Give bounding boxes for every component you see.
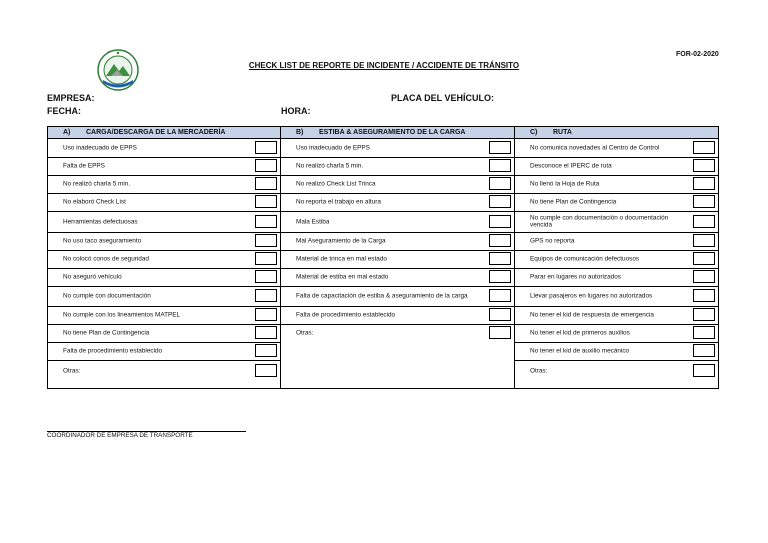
- checklist-item-label: Falta de EPPS: [63, 162, 105, 170]
- checklist-item-label: Desconoce el IPERC de ruta: [530, 162, 612, 170]
- column-heading: CARGA/DESCARGA DE LA MERCADERÍA: [86, 129, 226, 136]
- checkbox[interactable]: [255, 326, 277, 339]
- checkbox[interactable]: [255, 364, 277, 377]
- signature-label: COORDINADOR DE EMPRESA DE TRANSPORTE: [47, 432, 193, 439]
- checkbox[interactable]: [489, 159, 511, 172]
- checkbox[interactable]: [255, 252, 277, 265]
- checklist-item-label: Falta de capacitación de estiba & aseguramiento de la carga: [296, 292, 468, 300]
- checklist-row: [515, 139, 718, 158]
- checklist-row: [281, 324, 514, 342]
- column-letter: A): [63, 129, 71, 136]
- checkbox[interactable]: [489, 141, 511, 154]
- checklist-row: [281, 286, 514, 307]
- checklist-row: [48, 250, 280, 269]
- checklist-row: [515, 324, 718, 343]
- checklist-item-label: No comunica novedades al Centro de Control: [530, 144, 660, 152]
- checkbox[interactable]: [489, 195, 511, 208]
- checklist-item-label: No cumple con documentación: [63, 292, 151, 300]
- checklist-item-label: No cumple con documentación o documentación vencida: [530, 214, 669, 229]
- empresa-label: EMPRESA:: [47, 93, 95, 103]
- hora-label: HORA:: [281, 106, 311, 116]
- checkbox[interactable]: [693, 364, 715, 377]
- checkbox[interactable]: [255, 177, 277, 190]
- checklist-row: [281, 175, 514, 194]
- checkbox[interactable]: [693, 289, 715, 302]
- checkbox[interactable]: [693, 159, 715, 172]
- checklist-item-label: Uso inadecuado de EPPS: [296, 144, 370, 152]
- checklist-row: [515, 175, 718, 194]
- checklist-item-label: Parar en lugares no autorizados: [530, 273, 621, 281]
- checklist-item-label: Otras:: [530, 366, 548, 374]
- checkbox[interactable]: [693, 308, 715, 321]
- checklist-item-label: No aseguró vehículo: [63, 273, 122, 281]
- checklist-item-label: No tener el kid de respuesta de emergencia: [530, 311, 654, 319]
- checklist-row: [48, 157, 280, 176]
- checkbox[interactable]: [255, 159, 277, 172]
- checklist-row: [48, 193, 280, 212]
- checklist-item-label: Llevar pasajeros en lugares no autorizados: [530, 292, 653, 300]
- checklist-row: [48, 360, 280, 381]
- checklist-row: [281, 250, 514, 269]
- column-heading: RUTA: [553, 129, 572, 136]
- checklist-row: [515, 342, 718, 361]
- column-header: [515, 127, 718, 139]
- checklist-row: [48, 139, 280, 158]
- checklist-item-label: Equipos de comunicación defectuosos: [530, 255, 640, 263]
- checkbox[interactable]: [255, 308, 277, 321]
- checkbox[interactable]: [693, 141, 715, 154]
- checklist-item-label: Otras:: [63, 366, 81, 374]
- checkbox[interactable]: [255, 215, 277, 228]
- checklist-item-label: No tener el kid de auxilio mecánico: [530, 347, 630, 355]
- checklist-item-label: GPS no reporta: [530, 237, 575, 245]
- checkbox[interactable]: [489, 215, 511, 228]
- checklist-item-label: No realizó charla 5 min.: [63, 180, 131, 188]
- fecha-label: FECHA:: [47, 106, 81, 116]
- checklist-item-label: No tener el kid de primeros auxilios: [530, 329, 630, 337]
- checklist-row: [281, 232, 514, 251]
- checklist-item-label: No llenó la Hoja de Ruta: [530, 180, 600, 188]
- checklist-item-label: No tiene Plan de Contingencia: [530, 198, 617, 206]
- checklist-row: [48, 175, 280, 194]
- checkbox[interactable]: [255, 289, 277, 302]
- checkbox[interactable]: [489, 289, 511, 302]
- checklist-row: [515, 360, 718, 381]
- checklist-row: [515, 232, 718, 251]
- checklist-item-label: Falta de procedimiento establecido: [296, 311, 396, 319]
- checkbox[interactable]: [255, 234, 277, 247]
- column-letter: C): [530, 129, 538, 136]
- checklist-row: [48, 324, 280, 343]
- column-carga: [48, 127, 281, 388]
- checkbox[interactable]: [255, 195, 277, 208]
- checklist-item-label: Material de trinca en mal estado: [296, 255, 387, 263]
- form-code: FOR-02-2020: [676, 51, 719, 58]
- checklist-row: [281, 211, 514, 233]
- checkbox[interactable]: [693, 270, 715, 283]
- checklist-row: [281, 139, 514, 158]
- checklist-item-label: No uso taco aseguramiento: [63, 237, 142, 245]
- checklist-item-label: Otras:: [296, 329, 314, 337]
- checklist-row: [48, 342, 280, 361]
- checklist-row: [281, 306, 514, 325]
- checkbox[interactable]: [489, 252, 511, 265]
- checklist-row: [515, 306, 718, 325]
- checklist-item-label: Material de estiba en mal estado: [296, 273, 389, 281]
- checkbox[interactable]: [489, 234, 511, 247]
- checklist-item-label: No realizó Check List Trinca: [296, 180, 376, 188]
- checklist-row: [515, 211, 718, 233]
- checkbox[interactable]: [693, 326, 715, 339]
- checklist-row: [48, 232, 280, 251]
- checklist-row: [281, 157, 514, 176]
- checklist-item-label: No colocó conos de seguridad: [63, 255, 149, 263]
- page-title: CHECK LIST DE REPORTE DE INCIDENTE / ACCIDENTE DE TRÁNSITO: [248, 61, 520, 70]
- checklist-row: [281, 193, 514, 212]
- checklist-row: [515, 286, 718, 307]
- checkbox[interactable]: [489, 308, 511, 321]
- checkbox[interactable]: [255, 270, 277, 283]
- checklist-item-label: No reporta el trabajo en altura: [296, 198, 381, 206]
- column-ruta: [515, 127, 718, 388]
- placa-label: PLACA DEL VEHÍCULO:: [391, 93, 495, 103]
- checklist-row: [515, 268, 718, 287]
- column-header: [48, 127, 280, 139]
- checkbox[interactable]: [693, 234, 715, 247]
- checklist-table: [47, 126, 719, 389]
- checklist-item-label: Mala Estiba: [296, 217, 330, 225]
- checklist-row: [48, 211, 280, 233]
- checkbox[interactable]: [693, 177, 715, 190]
- checkbox[interactable]: [489, 326, 511, 339]
- checkbox[interactable]: [255, 344, 277, 357]
- checklist-row: [515, 193, 718, 212]
- checklist-item-label: No cumple con los lineamientos MATPEL: [63, 311, 181, 319]
- checklist-item-label: No realizó charla 5 min.: [296, 162, 364, 170]
- checklist-row: [48, 306, 280, 325]
- checkbox[interactable]: [693, 215, 715, 228]
- checkbox[interactable]: [693, 252, 715, 265]
- checklist-item-label: No tiene Plan de Contingencia: [63, 329, 150, 337]
- checklist-item-label: Falta de procedimiento establecido: [63, 347, 163, 355]
- company-logo: [97, 49, 139, 91]
- checkbox[interactable]: [693, 195, 715, 208]
- checkbox[interactable]: [693, 344, 715, 357]
- column-header: [281, 127, 514, 139]
- checklist-row: [515, 250, 718, 269]
- column-heading: ESTIBA & ASEGURAMIENTO DE LA CARGA: [319, 129, 466, 136]
- checkbox[interactable]: [255, 141, 277, 154]
- checkbox[interactable]: [489, 270, 511, 283]
- checklist-row: [48, 286, 280, 307]
- checkbox[interactable]: [489, 177, 511, 190]
- checklist-item-label: Herramientas defectuosas: [63, 217, 138, 225]
- checklist-item-label: No elaboró Check List: [63, 198, 126, 206]
- column-estiba: [281, 127, 515, 388]
- checklist-row: [281, 268, 514, 287]
- column-letter: B): [296, 129, 304, 136]
- checklist-item-label: Uso inadecuado de EPPS: [63, 144, 137, 152]
- checklist-row: [515, 157, 718, 176]
- checklist-row: [48, 268, 280, 287]
- checklist-item-label: Mal Aseguramiento de la Carga: [296, 237, 386, 245]
